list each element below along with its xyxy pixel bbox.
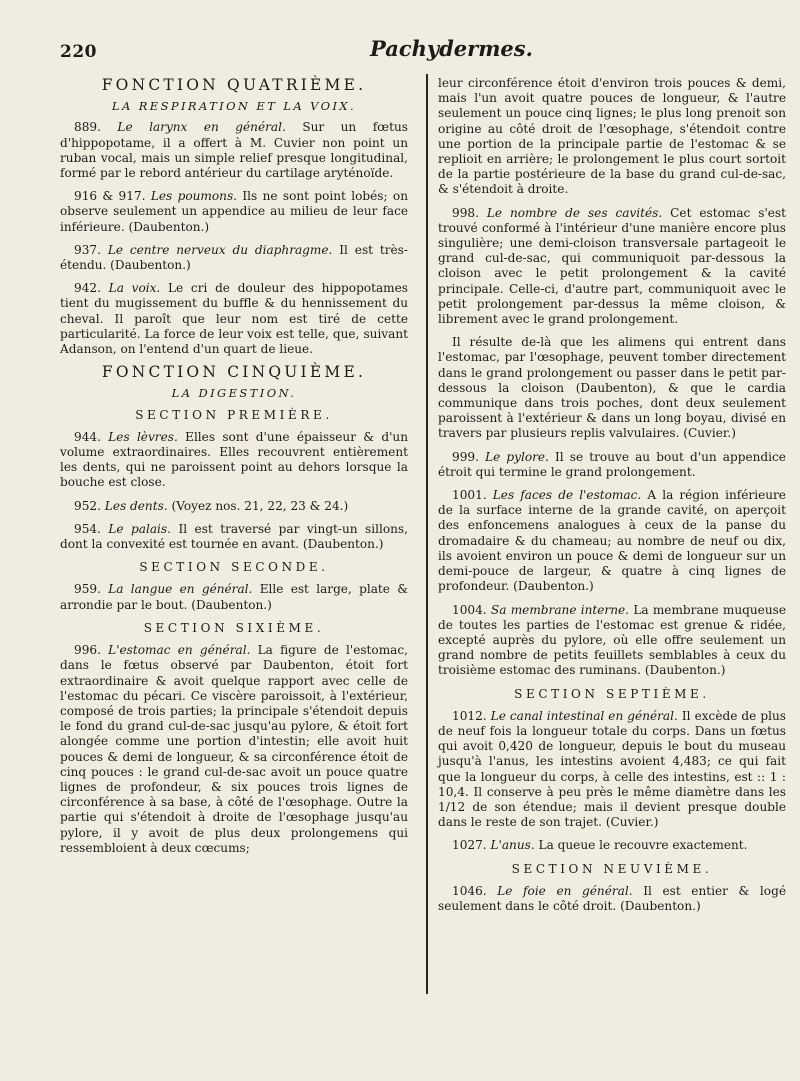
paragraph-body: Il est très-étendu. (Daubenton.) bbox=[60, 242, 408, 273]
paragraph-body: Le cri de douleur des hippopotames tient du mugissement du buffle & du hennissement du cheval. Il paroît que leur nom est tiré de cette particularité. La force de leur voix est telle, que, suivant Adanson, on l'entend d'un quart de lieue. bbox=[60, 281, 408, 357]
function-heading: FONCTION QUATRIÈME. bbox=[101, 76, 367, 94]
paragraph bbox=[438, 838, 786, 853]
paragraph bbox=[438, 206, 786, 328]
paragraph bbox=[438, 884, 786, 914]
paragraph-number: 1046. bbox=[452, 883, 487, 898]
paragraph-lead: L'anus. bbox=[490, 838, 535, 853]
paragraph bbox=[60, 189, 408, 235]
paragraph-lead: Le nombre de ses cavités. bbox=[486, 205, 663, 220]
paragraph-body: Ils ne sont point lobés; on observe seulement un appendice au milieu de leur face inférieure. (Daubenton.) bbox=[60, 189, 408, 234]
paragraph-body: Elle est large, plate & arrondie par le bout. (Daubenton.) bbox=[60, 582, 408, 612]
paragraph bbox=[60, 281, 408, 357]
section-heading: SECTION SEPTIÈME. bbox=[514, 686, 710, 701]
running-title: Pachydermes. bbox=[370, 36, 533, 61]
paragraph-lead: Le centre nerveux du diaphragme. bbox=[107, 242, 333, 257]
paragraph-body: (Voyez nos. 21, 22, 23 & 24.) bbox=[171, 498, 349, 513]
paragraph-number: 1027. bbox=[452, 838, 487, 853]
paragraph-lead: Le palais. bbox=[108, 521, 171, 536]
section-heading: SECTION SECONDE. bbox=[139, 560, 329, 575]
paragraph bbox=[60, 522, 408, 552]
paragraph-body: Sur un fœtus d'hippopotame, il a offert à M. Cuvier non point un ruban vocal, mais un simple relief presque longitudinal, formé par le rebord antérieur du cartilage aryténoïde. bbox=[60, 120, 408, 181]
paragraph bbox=[60, 643, 408, 856]
paragraph-body: Il est traversé par vingt-un sillons, dont la convexité est tournée en avant. (Daubenton.) bbox=[60, 521, 408, 552]
paragraph-number: 959. bbox=[74, 582, 101, 597]
subheading: LA DIGESTION. bbox=[171, 386, 297, 401]
paragraph-number: 952. bbox=[74, 498, 101, 513]
paragraph-number: 998. bbox=[452, 205, 479, 220]
paragraph-lead: Le canal intestinal en général. bbox=[490, 708, 678, 723]
page-number: 220 bbox=[60, 42, 97, 62]
paragraph-lead: Le foie en général. bbox=[497, 883, 633, 898]
paragraph-body: La queue le recouvre exactement. bbox=[538, 838, 748, 853]
paragraph-lead: Les lèvres. bbox=[108, 429, 178, 444]
section-heading: SECTION NEUVIÈME. bbox=[511, 861, 713, 876]
paragraph-lead: Les poumons. bbox=[150, 189, 237, 204]
paragraph-number: 942. bbox=[74, 281, 101, 296]
paragraph-number: 944. bbox=[74, 429, 101, 444]
paragraph bbox=[60, 582, 408, 612]
paragraph-number: 889. bbox=[74, 120, 101, 135]
paragraph bbox=[60, 430, 408, 491]
paragraph-number: 954. bbox=[74, 521, 101, 536]
paragraph bbox=[60, 120, 408, 181]
right-column bbox=[438, 76, 786, 922]
left-column bbox=[60, 76, 408, 864]
paragraph bbox=[438, 450, 786, 480]
paragraph-number: 1012. bbox=[452, 708, 487, 723]
section-heading: SECTION PREMIÈRE. bbox=[135, 407, 333, 422]
paragraph-number: 937. bbox=[74, 242, 101, 257]
paragraph-lead: Le pylore. bbox=[485, 449, 549, 464]
paragraph-number: 999. bbox=[452, 449, 479, 464]
paragraph-body: A la région inférieure de la surface interne de la grande cavité, on aperçoit des enfoncemens analogues à ceux de la panse du dromadaire & du chameau; au nombre de neuf ou dix, ils avoient environ un pouce & demi de longueur sur un demi-pouce de largeur, & quatre à cinq lignes de profondeur. (Daubenton.) bbox=[438, 488, 786, 594]
paragraph-body: La membrane muqueuse de toutes les parties de l'estomac est grenue & ridée, excepté auprès du pylore, où elle offre seulement un grand nombre de petits feuillets semblables à ceux du troisième estomac des ruminans. (Daubenton.) bbox=[438, 602, 786, 678]
function-heading: FONCTION CINQUIÈME. bbox=[101, 363, 367, 382]
paragraph-number: 996. bbox=[74, 643, 101, 658]
paragraph bbox=[60, 243, 408, 273]
paragraph-number: 916 & 917. bbox=[74, 189, 146, 204]
paragraph-body: Il est entier & logé seulement dans le côté droit. (Daubenton.) bbox=[438, 883, 786, 913]
section-heading: SECTION SIXIÈME. bbox=[143, 620, 325, 635]
paragraph-body: leur circonférence étoit d'environ trois pouces & demi, mais l'un avoit quatre pouces de longueur, & l'autre seulement un pouce cinq lignes; le plus long prenoit son origine au côté droit de l'œsophage, s'étendoit contre une portion de la principale partie de l'estomac & se replioit en arrière; le prolongement le plus court sortoit de la partie postérieure de la base du grand cul-de-sac, & s'étendoit à droite. bbox=[438, 76, 786, 197]
paragraph-lead: Sa membrane interne. bbox=[490, 602, 630, 617]
column-divider bbox=[426, 74, 428, 994]
paragraph-lead: L'estomac en général. bbox=[108, 643, 251, 658]
paragraph-body: Il résulte de-là que les alimens qui entrent dans l'estomac, par l'œsophage, peuvent tomber directement dans le grand prolongement ou passer dans le petit par-dessous la cloison (Daubenton), & que le cardia communique dans trois poches, dont deux seulement paroissent à l'extérieur & dans un long boyau, divisé en travers par plusieurs replis valvulaires. (Cuvier.) bbox=[438, 335, 786, 441]
paragraph-body: Elles sont d'une épaisseur & d'un volume extraordinaires. Elles recouvrent entièrement les dents, qui ne paroissent point au dehors lorsque la bouche est close. bbox=[60, 429, 408, 490]
paragraph-lead: Le larynx en général. bbox=[117, 120, 286, 135]
paragraph-number: 1004. bbox=[452, 602, 487, 617]
paragraph bbox=[438, 76, 786, 198]
paragraph-body: Il se trouve au bout d'un appendice étroit qui termine le grand prolongement. bbox=[438, 449, 786, 479]
paragraph bbox=[60, 499, 408, 514]
paragraph bbox=[438, 488, 786, 594]
paragraph-body: Il excède de plus de neuf fois la longueur totale du corps. Dans un fœtus qui avoit 0,420 de longueur, depuis le bout du museau jusqu'à l'anus, les intestins avoient 4,483; ce qui fait que la longueur du corps, à celle des intestins, est :: 1 : 10,4. Il conserve à peu près le même diamètre dans les 1/12 de son étendue; mais il devient presque double dans le reste de son trajet. (Cuvier.) bbox=[438, 708, 786, 830]
paragraph-lead: La voix. bbox=[108, 281, 161, 296]
paragraph-lead: La langue en général. bbox=[108, 582, 253, 597]
paragraph bbox=[438, 603, 786, 679]
paragraph bbox=[438, 709, 786, 831]
subheading: LA RESPIRATION ET LA VOIX. bbox=[111, 99, 357, 114]
paragraph-lead: Les dents. bbox=[104, 498, 168, 513]
paragraph-body: La figure de l'estomac, dans le fœtus observé par Daubenton, étoit fort extraordinaire & avoit quelque rapport avec celle de l'estomac du pécari. Ce viscère paroissoit, à l'extérieur, composé de trois parties; la principale s'étendoit depuis le fond du grand cul-de-sac jusqu'au pylore, & étoit fort alongée comme une portion d'intestin; elle avoit huit pouces & demi de longueur, & sa circonférence étoit de cinq pouces : le grand cul-de-sac avoit un pouce quatre lignes de profondeur, & six pouces trois lignes de circonférence à sa base, à côté de l'œsophage. Outre la partie qui s'étendoit à droite de l'œsophage jusqu'au pylore, il y avoit de plus deux prolongemens qui ressembloient à deux cœcums; bbox=[60, 643, 408, 855]
paragraph bbox=[438, 335, 786, 441]
paragraph-body: Cet estomac s'est trouvé conformé à l'intérieur d'une manière encore plus singulière; une demi-cloison transversale partageoit le grand cul-de-sac, qui communiquoit par-dessous la cloison avec le petit prolongement & la cavité principale. Celle-ci, d'autre part, communiquoit avec le petit prolongement par-dessus la même cloison, & librement avec le grand prolongement. bbox=[438, 205, 786, 327]
paragraph-number: 1001. bbox=[452, 488, 487, 503]
paragraph-lead: Les faces de l'estomac. bbox=[492, 488, 642, 503]
